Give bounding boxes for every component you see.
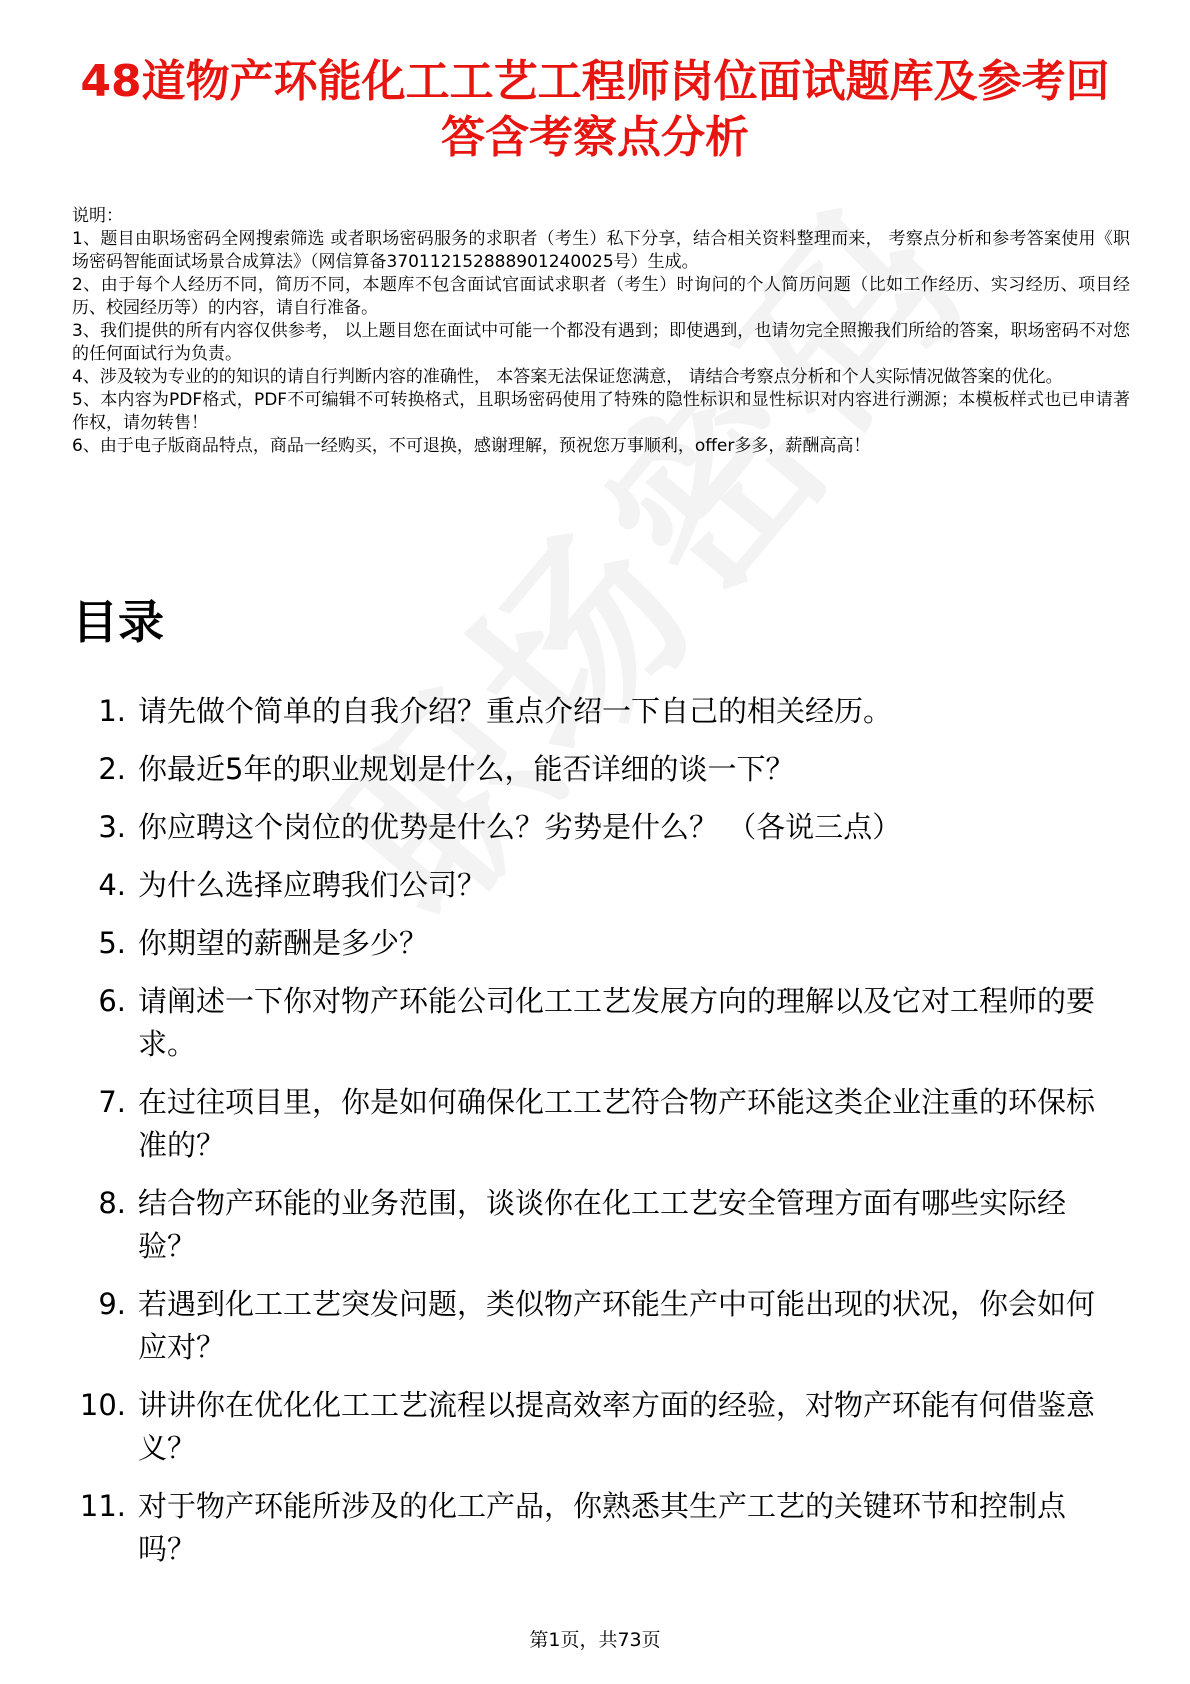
toc-item-number: 7.	[98, 1085, 126, 1119]
toc-item-number: 2.	[98, 752, 126, 786]
toc-item-number: 9.	[98, 1287, 126, 1321]
toc-item-number: 4.	[98, 868, 126, 902]
toc-item-text: 请阐述一下你对物产环能公司化工工艺发展方向的理解以及它对工程师的要求。	[138, 984, 1096, 1061]
toc-item[interactable]	[60, 980, 1100, 1066]
toc-list	[60, 690, 1100, 1586]
toc-item-number: 5.	[98, 926, 126, 960]
toc-item-text: 结合物产环能的业务范围，谈谈你在化工工艺安全管理方面有哪些实际经验？	[138, 1186, 1067, 1263]
toc-item-number: 10.	[79, 1388, 126, 1422]
toc-item-text: 在过往项目里，你是如何确保化工工艺符合物产环能这类企业注重的环保标准的？	[138, 1085, 1096, 1162]
toc-item[interactable]	[60, 1283, 1100, 1369]
page-title: 48道物产环能化工工艺工程师岗位面试题库及参考回答含考察点分析	[80, 56, 1110, 163]
toc-item-text: 若遇到化工工艺突发问题，类似物产环能生产中可能出现的状况，你会如何应对？	[138, 1287, 1096, 1364]
toc-item-number: 1.	[98, 694, 126, 728]
toc-item-text: 你期望的薪酬是多少？	[138, 926, 429, 960]
note-item: 5、本内容为PDF格式，PDF不可编辑不可转换格式，且职场密码使用了特殊的隐性标识和显性标识对内容进行溯源；本模板样式也已申请著作权，请勿转售！	[72, 390, 1130, 433]
toc-item[interactable]	[60, 922, 1100, 965]
note-item: 4、涉及较为专业的的知识的请自行判断内容的准确性， 本答案无法保证您满意， 请结合考察点分析和个人实际情况做答案的优化。	[72, 367, 1063, 387]
notes-section	[72, 205, 1130, 458]
toc-item[interactable]	[60, 806, 1100, 849]
note-item: 2、由于每个人经历不同，简历不同，本题库不包含面试官面试求职者（考生）时询问的个人简历问题（比如工作经历、实习经历、项目经历、校园经历等）的内容，请自行准备。	[72, 275, 1130, 318]
page-footer: 第1页，共73页	[529, 1629, 661, 1651]
toc-item-text: 请先做个简单的自我介绍？重点介绍一下自己的相关经历。	[138, 694, 893, 728]
note-item: 1、题目由职场密码全网搜索筛选 或者职场密码服务的求职者（考生）私下分享，结合相关资料整理而来， 考察点分析和参考答案使用《职场密码智能面试场景合成算法》（网信算备370112152888901240025号）生成。	[72, 229, 1130, 272]
note-item: 6、由于电子版商品特点，商品一经购买，不可退换，感谢理解，预祝您万事顺利，offer多多，薪酬高高！	[72, 436, 871, 456]
toc-item[interactable]	[60, 864, 1100, 907]
note-item: 3、我们提供的所有内容仅供参考， 以上题目您在面试中可能一个都没有遇到；即使遇到，也请勿完全照搬我们所给的答案，职场密码不对您的任何面试行为负责。	[72, 321, 1130, 364]
toc-item[interactable]	[60, 1182, 1100, 1268]
toc-item[interactable]	[60, 1485, 1100, 1571]
notes-heading: 说明：	[72, 206, 123, 226]
toc-item-number: 11.	[79, 1489, 126, 1523]
toc-item[interactable]	[60, 748, 1100, 791]
toc-item-number: 8.	[98, 1186, 126, 1220]
toc-item-text: 你应聘这个岗位的优势是什么？劣势是什么？ （各说三点）	[138, 810, 902, 844]
toc-item[interactable]	[60, 690, 1100, 733]
toc-item-number: 6.	[98, 984, 126, 1018]
toc-item-text: 对于物产环能所涉及的化工产品，你熟悉其生产工艺的关键环节和控制点吗？	[138, 1489, 1067, 1566]
toc-item-text: 为什么选择应聘我们公司？	[138, 868, 487, 902]
toc-item-text: 你最近5年的职业规划是什么，能否详细的谈一下？	[138, 752, 795, 786]
toc-item[interactable]	[60, 1081, 1100, 1167]
toc-item-number: 3.	[98, 810, 126, 844]
toc-heading: 目录	[72, 595, 164, 649]
toc-item-text: 讲讲你在优化化工工艺流程以提高效率方面的经验，对物产环能有何借鉴意义？	[138, 1388, 1096, 1465]
toc-item[interactable]	[60, 1384, 1100, 1470]
